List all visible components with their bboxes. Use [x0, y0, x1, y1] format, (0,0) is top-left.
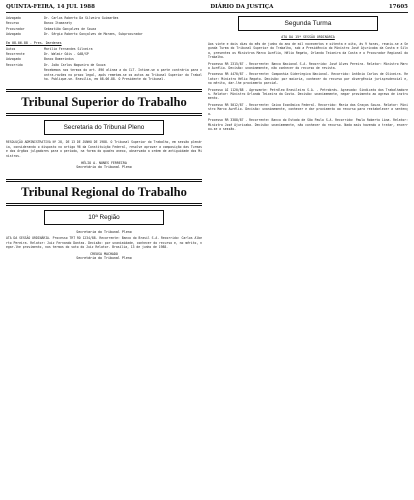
session-paragraph: Aos vinte e dois dias do mês de junho do ano de mil novecentos e oitenta e oito, às 9 horas, reuniu-se a Segunda Turma do Tribunal Superior do Trabalho, sob a Presidência do Ministro José Ajuricaba da Costa e Silva, presentes os Ministros Marco Aurélio, Hélio Regato, Orlando Teixeira da Costa e o Procurador Regional do Trabalho.	[208, 42, 408, 60]
trt-banner: Tribunal Regional do Trabalho	[6, 179, 202, 206]
header-date: QUINTA-FEIRA, 14 JUL 1988	[6, 4, 95, 10]
header-title: DIÁRIO DA JUSTIÇA	[210, 4, 274, 10]
entry: Advogado Banco Bamerindus	[6, 57, 74, 62]
page-header	[6, 2, 408, 13]
tst-resolution-text: RESOLUÇÃO ADMINISTRATIVA Nº 28, DE 13 DE JUNHO DE 1988. O Tribunal Superior do Trabalho, em sessão plenária, considerando o disposto no artigo 96 da Constituição Federal, resolve aprovar a composição das Turmas e dos órgãos julgadores para o período, na forma do quadro anexo, observada a ordem de antiguidade dos Ministros.	[6, 140, 202, 158]
trt-session-text: ATA DA SESSÃO ORDINÁRIA. Processo TRT RO 1234/88. Recorrente: Banco do Brasil S.A. Recorrido: Carlos Alberto Pereira. Relator: Juiz Fernando Dantas. Decisão: por unanimidade, conhecer do recurso e, no mérito, negar-lhe provimento, nos termos do voto do Juiz Relator. Brasília, 13 de junho de 1988.	[6, 236, 202, 249]
trt-section-title: Secretaria do Tribunal Pleno	[76, 230, 132, 235]
right-column	[208, 16, 408, 133]
session-paragraph: Processo RR 3388/87 - Recorrente: Banco do Estado de São Paulo S.A. Recorrido: Paulo Roberto Lima. Relator: Ministro José Ajuricaba. Decisão: unanimemente, não conhecer do recurso. Nada mais havendo a tratar, encerrou-se a sessão.	[208, 118, 408, 131]
session-title: ATA DA 15ª SESSÃO ORDINÁRIA	[281, 35, 335, 39]
entry: Recorrido Dr. João Carlos Nogueira de Souza	[6, 62, 106, 67]
left-column	[6, 16, 202, 260]
entry: Procurador Sebastião Gonçalves de Souza	[6, 26, 97, 31]
tst-banner: Tribunal Superior do Trabalho	[6, 89, 202, 116]
session-paragraph: Processo RR 2315/87 - Recorrente: Banco Nacional S.A. Recorrido: José Alves Pereira. Relator: Ministro Marco Aurélio. Decisão: unanimemente, não conhecer do recurso de revista.	[208, 61, 408, 71]
trt-region: 10ª Região	[44, 210, 164, 225]
entry: Recorrente Dr. Walmir Góis - OAB/SP	[6, 52, 89, 57]
session-paragraph: Processo RR 4470/87 - Recorrente: Companhia Siderúrgica Nacional. Recorrido: Antônio Carlos de Oliveira. Relator: Ministro Hélio Regato. Decisão: por maioria, conhecer do recurso por divergência jurisprudencial e, no mérito, dar-lhe provimento parcial.	[208, 72, 408, 86]
left-mid-entries	[6, 47, 202, 82]
session-paragraph: Processo RR 5012/87 - Recorrente: Caixa Econômica Federal. Recorrido: Maria das Graças Souza. Relator: Ministro Marco Aurélio. Decisão: unanimemente, conhecer e dar provimento ao recurso para restabelecer a sentença.	[208, 102, 408, 116]
entry: Advogado Dr. Sérgio Roberto Gonçalves de Moraes, Subprocurador	[6, 32, 143, 37]
entry: Advogado Dr. Carlos Roberto Da Silveira Guimarães	[6, 16, 119, 20]
dispatch-text: Recebemos nos termos do art. 896 alínea a da CLT. Intime-se a parte contrária para contra-razões no prazo legal, após remetam-se os autos ao Tribunal Superior do Trabalho. Publique-se. Brasília, em 08.06.88. O Presidente do Tribunal.	[44, 68, 202, 82]
tst-subtitle: Secretaria do Tribunal Pleno	[44, 120, 164, 135]
dispatch-label: Em 08.06.88 - Pres. Dardenes	[6, 40, 62, 45]
trt-signer: CREUSA MACHADO	[90, 252, 118, 257]
header-page-number: 17605	[388, 4, 408, 10]
left-top-entries	[6, 16, 202, 37]
tst-signer: HÉLIO A. NUNES FERREIRA	[81, 161, 127, 166]
session-paragraph: Processo AI 1120/88 - Agravante: Petróleo Brasileiro S.A. - Petrobrás. Agravado: Sindicato dos Trabalhadores. Relator: Ministro Orlando Teixeira da Costa. Decisão: unanimemente, negar provimento ao agravo de instrumento.	[208, 87, 408, 101]
tst-signer-role: Secretário do Tribunal Pleno	[76, 165, 132, 170]
turma-title: Segunda Turma	[238, 16, 378, 31]
entry: Recurso Banco Itamaraty	[6, 21, 72, 26]
trt-signer-role: Secretária do Tribunal Pleno	[76, 256, 132, 261]
entry: Autos Marília Fernandes Silveira	[6, 46, 93, 51]
